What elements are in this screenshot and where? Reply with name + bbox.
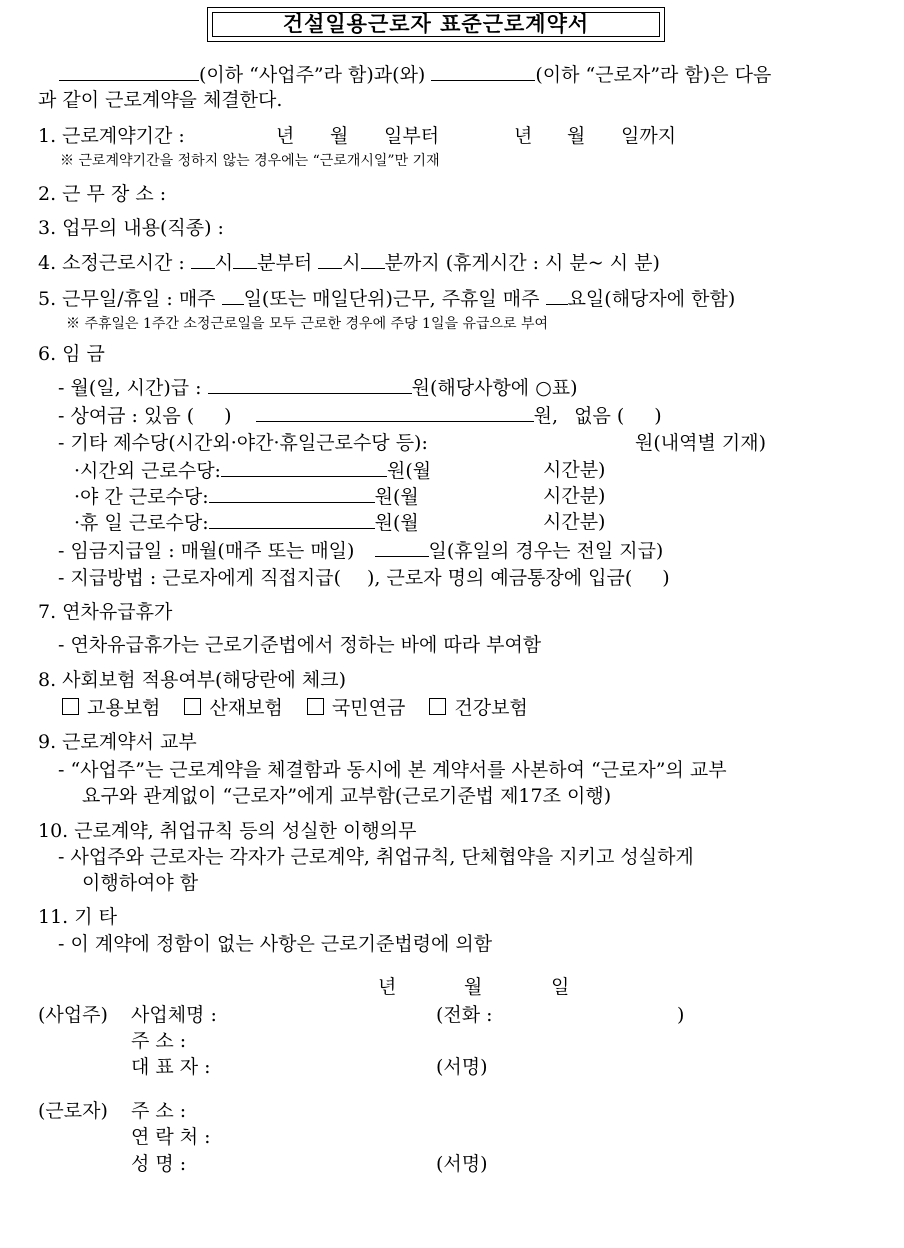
worker-signature[interactable]: (서명) <box>436 1153 488 1175</box>
s6-ot-blank[interactable] <box>221 458 387 477</box>
national-pension-checkbox[interactable] <box>307 698 324 715</box>
s4-hour-unit-2: 시 <box>342 252 361 274</box>
s7-body: - 연차유급휴가는 근로기준법에서 정하는 바에 따라 부여함 <box>58 634 542 656</box>
s6-ot-label: ·시간외 근로수당: <box>74 460 221 482</box>
s5-note: ※ 주휴일은 1주간 소정근로일을 모두 근로한 경우에 주당 1일을 유급으로 부여 <box>66 316 549 332</box>
worker-address-label: 주 소 : <box>131 1100 187 1122</box>
industrial-accident-checkbox[interactable] <box>184 698 201 715</box>
employer-phone-close: ) <box>677 1004 685 1026</box>
s5-heading: 5. 근무일/휴일 : 매주 <box>38 288 216 310</box>
s6-holiday-blank[interactable] <box>209 510 375 529</box>
s6-method-line <box>58 566 670 590</box>
option-industrial-accident: 산재보험 <box>209 697 283 719</box>
s4-from-unit: 분부터 <box>257 252 313 274</box>
s6-night-blank[interactable] <box>209 484 375 503</box>
s6-night-line <box>74 484 419 509</box>
s6-holiday-hours: 시간분) <box>543 511 606 533</box>
s1-from-month[interactable]: 월 <box>330 125 349 147</box>
s6-payday-blank[interactable] <box>375 538 429 557</box>
s4-start-hour-blank[interactable] <box>191 250 215 269</box>
s10-heading: 10. 근로계약, 취업규칙 등의 성실한 이행의무 <box>38 820 417 842</box>
s6-method-mid: ), 근로자 명의 예금통장에 입금( <box>367 567 633 589</box>
s11-body: - 이 계약에 정함이 없는 사항은 근로기준법령에 의함 <box>58 933 493 955</box>
s5-holiday-blank[interactable] <box>546 286 568 305</box>
worker-contact-label: 연 락 처 : <box>131 1126 211 1148</box>
s2-heading: 2. 근 무 장 소 : <box>38 183 167 205</box>
s6-wage-label: - 월(일, 시간)급 : <box>58 377 202 399</box>
s5-part1: 일(또는 매일단위)근무, 주휴일 매주 <box>243 288 540 310</box>
s6-bonus-label: - 상여금 : 있음 ( <box>58 405 195 427</box>
employer-rep-label: 대 표 자 : <box>131 1056 211 1078</box>
worker-tag: (근로자) <box>38 1100 108 1122</box>
s8-heading: 8. 사회보험 적용여부(해당란에 체크) <box>38 669 347 691</box>
s6-night-won: 원(월 <box>374 486 419 508</box>
intro-employer-label: (이하 “사업주”라 함)과(와) <box>199 64 426 86</box>
s5-workdays-blank[interactable] <box>222 286 244 305</box>
s4-to-unit: 분까지 <box>384 252 440 274</box>
s6-wage-suffix: 원(해당사항에 ○표) <box>411 377 578 399</box>
s10-line-1: - 사업주와 근로자는 각자가 근로계약, 취업규칙, 단체협약을 지키고 성실하게 <box>58 846 694 868</box>
s6-allow-suffix: 원(내역별 기재) <box>635 432 766 454</box>
s6-payday-line <box>58 538 663 563</box>
s9-heading: 9. 근로계약서 교부 <box>38 731 197 753</box>
s4-end-min-blank[interactable] <box>361 250 385 269</box>
s6-bonus-none-label: 없음 ( <box>574 405 625 427</box>
s6-payday-label: - 임금지급일 : 매월(매주 또는 매일) <box>58 540 355 562</box>
s4-rest-time: (휴게시간 : 시 분~ 시 분) <box>445 252 660 274</box>
employer-phone-label: (전화 : <box>436 1004 493 1026</box>
s6-holiday-won: 원(월 <box>374 512 419 534</box>
s4-line <box>38 250 660 275</box>
s6-bonus-won: 원, <box>533 405 559 427</box>
s1-heading: 1. 근로계약기간 : <box>38 125 185 147</box>
title-frame <box>207 7 665 42</box>
option-employment-insurance: 고용보험 <box>87 697 161 719</box>
s6-method-close: ) <box>662 567 670 589</box>
s6-night-label: ·야 간 근로수당: <box>74 486 209 508</box>
s6-ot-line <box>74 458 431 483</box>
employer-address-label: 주 소 : <box>131 1030 187 1052</box>
employer-company-label: 사업체명 : <box>131 1004 217 1026</box>
s11-heading: 11. 기 타 <box>38 906 118 928</box>
s1-to-day[interactable]: 일까지 <box>621 125 677 147</box>
s4-hour-unit: 시 <box>214 252 234 274</box>
s1-to-month[interactable]: 월 <box>567 125 586 147</box>
s4-heading: 4. 소정근로시간 : <box>38 252 185 274</box>
employer-name-blank[interactable] <box>59 62 199 81</box>
s6-holiday-label: ·휴 일 근로수당: <box>74 512 209 534</box>
s1-from-day[interactable]: 일부터 <box>384 125 440 147</box>
employer-tag: (사업주) <box>38 1004 108 1026</box>
s3-heading: 3. 업무의 내용(직종) : <box>38 217 224 239</box>
s4-start-min-blank[interactable] <box>233 250 257 269</box>
s6-allow-label: - 기타 제수당(시간외·야간·휴일근로수당 등): <box>58 432 428 454</box>
date-day[interactable]: 일 <box>551 976 570 998</box>
s6-payday-suffix: 일(휴일의 경우는 전일 지급) <box>428 540 664 562</box>
s7-heading: 7. 연차유급휴가 <box>38 601 173 623</box>
s8-options <box>62 696 528 720</box>
s6-night-hours: 시간분) <box>543 485 606 507</box>
s1-note: ※ 근로계약기간을 정하지 않는 경우에는 “근로개시일”만 기재 <box>60 153 440 169</box>
s6-bonus-amount-blank[interactable] <box>256 403 534 422</box>
worker-name-label: 성 명 : <box>131 1153 187 1175</box>
s9-line-2: 요구와 관계없이 “근로자”에게 교부함(근로기준법 제17조 이행) <box>82 785 612 807</box>
worker-name-blank[interactable] <box>431 62 535 81</box>
employer-signature[interactable]: (서명) <box>436 1056 488 1078</box>
option-national-pension: 국민연금 <box>331 697 406 719</box>
s6-ot-won: 원(월 <box>386 460 432 482</box>
s10-line-2: 이행하여야 함 <box>82 872 199 894</box>
intro-line-1 <box>59 62 771 87</box>
s6-bonus-line <box>58 403 662 428</box>
date-month[interactable]: 월 <box>464 976 483 998</box>
option-health-insurance: 건강보험 <box>454 697 528 719</box>
s6-heading: 6. 임 금 <box>38 343 105 365</box>
s6-method-label: - 지급방법 : 근로자에게 직접지급( <box>58 567 341 589</box>
s6-wage-blank[interactable] <box>208 375 412 394</box>
intro-line-2: 과 같이 근로계약을 체결한다. <box>38 89 283 111</box>
s1-to-year[interactable]: 년 <box>514 125 533 147</box>
s6-holiday-line <box>74 510 419 535</box>
s6-wage-line <box>58 375 578 400</box>
s5-part2: 요일(해당자에 한함) <box>567 288 736 310</box>
s6-ot-hours: 시간분) <box>543 459 606 481</box>
s5-line <box>38 286 735 311</box>
s4-end-hour-blank[interactable] <box>318 250 342 269</box>
employment-insurance-checkbox[interactable] <box>62 698 79 715</box>
s1-from-year[interactable]: 년 <box>276 125 295 147</box>
document-title: 건설일용근로자 표준근로계약서 <box>212 12 660 37</box>
s6-bonus-none-close: ) <box>654 405 662 427</box>
health-insurance-checkbox[interactable] <box>429 698 446 715</box>
s6-bonus-close: ) <box>224 405 232 427</box>
date-year[interactable]: 년 <box>378 976 397 998</box>
intro-worker-label: (이하 “근로자”라 함)은 다음 <box>535 64 772 86</box>
s9-line-1: - “사업주”는 근로계약을 체결함과 동시에 본 계약서를 사본하여 “근로자”의 교부 <box>58 759 727 781</box>
